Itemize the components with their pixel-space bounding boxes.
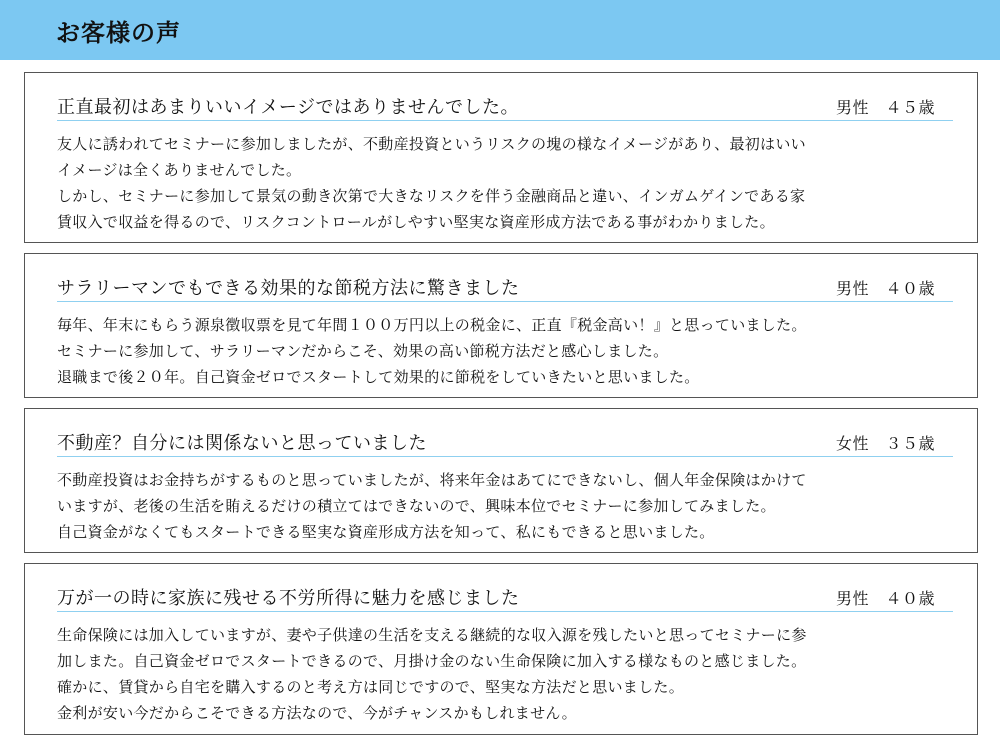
body-line: セミナーに参加して、サラリーマンだからこそ、効果の高い節税方法だと感心しました。 (57, 342, 669, 360)
testimonial-title: サラリーマンでもできる効果的な節税方法に驚きました (57, 278, 520, 299)
testimonial-author (836, 586, 935, 609)
body-line: 退職まで後２０年。自己資金ゼロでスタートして効果的に節税をしていきたいと思いました。 (57, 368, 700, 386)
testimonial-body (57, 467, 953, 545)
testimonial-title: 不動産？自分には関係ないと思っていました (57, 433, 427, 454)
testimonial-header (57, 427, 953, 457)
page-title: お客様の声 (56, 19, 181, 47)
testimonial-header (57, 91, 953, 121)
body-line: 自己資金がなくてもスタートできる堅実な資産形成方法を知って、私にもできると思いました。 (57, 523, 715, 541)
body-line: 友人に誘われてセミナーに参加しましたが、不動産投資というリスクの塊の様なイメージがあり、最初はいい (57, 135, 806, 153)
testimonial-title: 正直最初はあまりいいイメージではありませんでした。 (57, 97, 519, 118)
author-age: ３５歳 (885, 434, 935, 453)
body-line: 不動産投資はお金持ちがするものと思っていましたが、将来年金はあてにできないし、個人年金保険はかけて (57, 471, 807, 489)
body-line: 賃収入で収益を得るので、リスクコントロールがしやすい堅実な資産形成方法である事がわかりました。 (57, 213, 775, 231)
testimonial-header (57, 272, 953, 302)
author-gender: 男性 (835, 279, 869, 298)
testimonial-body (57, 622, 953, 726)
body-line: 確かに、賃貸から自宅を購入するのと考え方は同じですので、堅実な方法だと思いました。 (57, 678, 685, 696)
author-gender: 女性 (835, 434, 869, 453)
body-line: しかし、セミナーに参加して景気の動き次第で大きなリスクを伴う金融商品と違い、インガムゲインである家 (57, 187, 806, 205)
body-line: 加しまた。自己資金ゼロでスタートできるので、月掛け金のない生命保険に加入する様なものと感じました。 (57, 652, 807, 670)
testimonial-header (57, 582, 953, 612)
testimonial-body (57, 131, 953, 235)
testimonial-author (836, 431, 935, 454)
testimonial-title: 万が一の時に家族に残せる不労所得に魅力を感じました (57, 588, 520, 609)
body-line: 金利が安い今だからこそできる方法なので、今がチャンスかもしれません。 (57, 704, 577, 722)
testimonial-author (836, 276, 935, 299)
body-line: いますが、老後の生活を賄えるだけの積立てはできないので、興味本位でセミナーに参加してみました。 (57, 497, 776, 515)
author-gender: 男性 (835, 589, 869, 608)
author-age: ４０歳 (885, 279, 935, 298)
author-age: ４０歳 (885, 589, 935, 608)
testimonial-body (57, 312, 953, 390)
author-gender: 男性 (835, 98, 869, 117)
body-line: 毎年、年末にもらう源泉徴収票を見て年間１００万円以上の税金に、正直『税金高い！』と思っていました。 (57, 316, 807, 334)
testimonial-author (836, 95, 935, 118)
header-banner (0, 0, 1000, 60)
body-line: 生命保険には加入していますが、妻や子供達の生活を支える継続的な収入源を残したいと思ってセミナーに参 (57, 626, 807, 644)
testimonial-card-4 (24, 563, 978, 735)
testimonial-card-1 (24, 72, 978, 243)
body-line: イメージは全くありませんでした。 (57, 161, 302, 179)
author-age: ４５歳 (885, 98, 935, 117)
testimonial-card-2 (24, 253, 978, 398)
testimonial-card-3 (24, 408, 978, 553)
